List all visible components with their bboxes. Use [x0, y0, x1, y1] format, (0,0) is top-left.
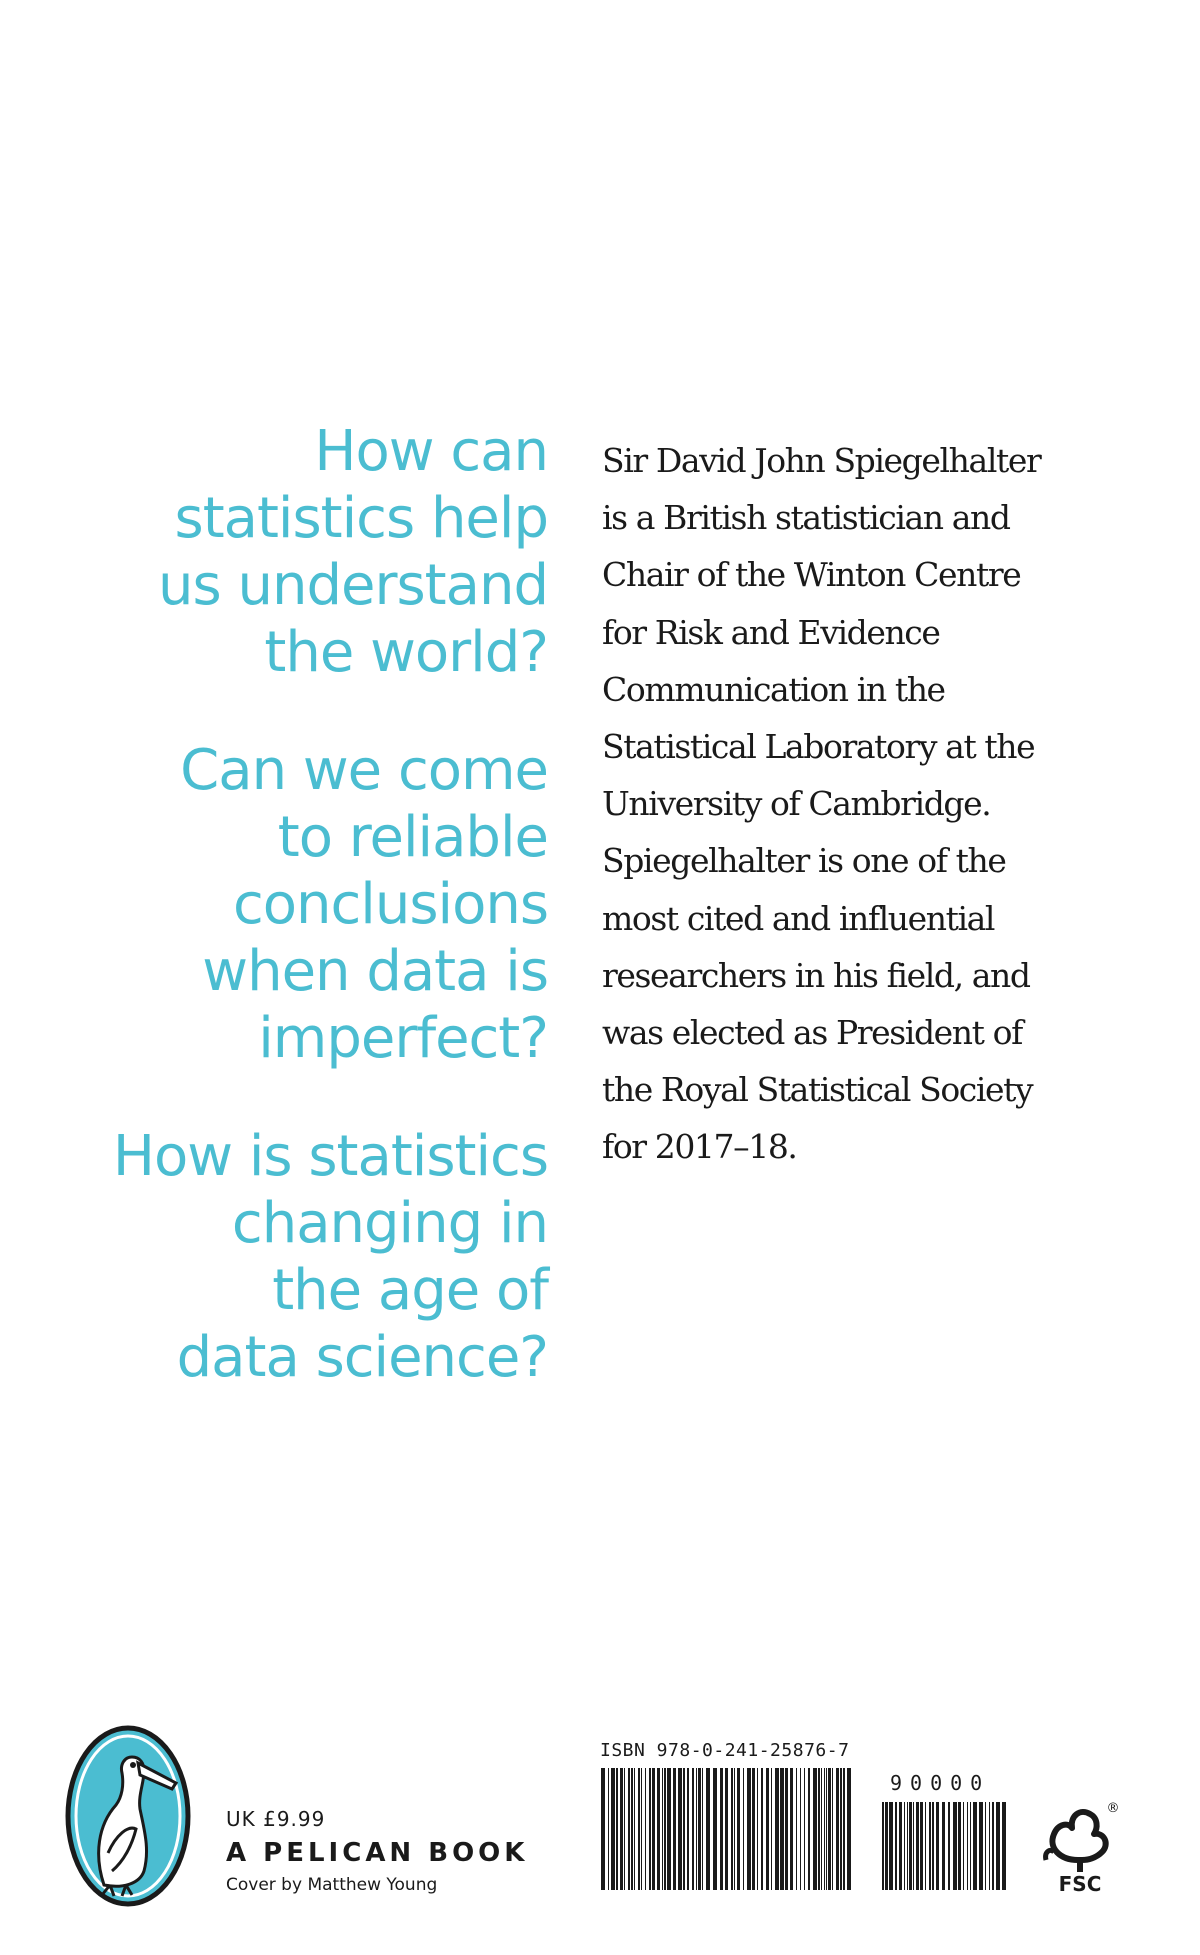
- barcode-bar: [989, 1802, 990, 1890]
- isbn-label: ISBN 978-0-241-25876-7: [600, 1740, 850, 1761]
- question-3: [100, 1123, 548, 1391]
- main-barcode: [601, 1768, 854, 1890]
- question-line: How is statistics: [112, 1124, 548, 1189]
- barcode-bar: [824, 1768, 825, 1890]
- barcode-bar: [601, 1768, 605, 1890]
- bio-line: for Risk and Evidence: [602, 612, 940, 652]
- barcode-bar: [734, 1768, 735, 1890]
- bio-line: was elected as President of: [602, 1013, 1022, 1053]
- addon-barcode: [882, 1802, 1006, 1890]
- barcode-bar: [895, 1802, 897, 1890]
- fsc-registered-mark: ®: [1106, 1801, 1120, 1816]
- barcode-bar: [843, 1768, 845, 1890]
- bio-line: Sir David John Spiegelhalter: [602, 441, 1041, 480]
- barcode-bar: [808, 1768, 810, 1890]
- barcode-bar: [913, 1802, 914, 1890]
- barcode-bar: [780, 1768, 784, 1890]
- question-line: statistics help: [174, 486, 548, 551]
- barcode-bar: [761, 1768, 763, 1890]
- barcode-bars: [601, 1768, 851, 1890]
- imprint-label: A PELICAN BOOK: [226, 1838, 529, 1868]
- barcode-bar: [970, 1802, 971, 1890]
- barcode-bar: [885, 1802, 888, 1890]
- fsc-label: FSC: [1058, 1872, 1102, 1894]
- bio-line: for 2017–18.: [602, 1127, 797, 1167]
- barcode-bar: [706, 1768, 710, 1890]
- bio-line: Communication in the: [602, 669, 945, 709]
- barcode-bar: [743, 1768, 744, 1890]
- bio-line: Chair of the Winton Centre: [602, 555, 1021, 595]
- barcode-bar: [936, 1802, 939, 1890]
- barcode-bar: [828, 1768, 831, 1890]
- barcode-bar: [624, 1768, 625, 1890]
- barcode-bar: [649, 1768, 651, 1890]
- barcode-bar: [662, 1768, 663, 1890]
- barcode-bar: [826, 1768, 827, 1890]
- barcode-bar: [698, 1768, 701, 1890]
- bio-line: is a British statistician and: [602, 498, 1010, 538]
- barcode-bar: [725, 1768, 728, 1890]
- barcode-bar: [731, 1768, 733, 1890]
- barcode-bar: [832, 1768, 833, 1890]
- question-line: to reliable: [277, 805, 548, 870]
- barcode-bar: [800, 1768, 801, 1890]
- question-line: conclusions: [232, 872, 548, 937]
- question-line: imperfect?: [258, 1006, 548, 1071]
- barcode-bar: [766, 1768, 769, 1890]
- barcode-bar: [620, 1768, 623, 1890]
- barcode-bar: [771, 1768, 772, 1890]
- question-line: data science?: [176, 1325, 548, 1390]
- barcode-bar: [785, 1768, 788, 1890]
- barcode-bar: [958, 1802, 961, 1890]
- barcode-bar: [818, 1768, 820, 1890]
- barcode-bar: [967, 1802, 968, 1890]
- barcode-bar: [667, 1768, 671, 1890]
- barcode-bar: [907, 1802, 908, 1890]
- price-block: [226, 1804, 528, 1898]
- author-bio: [602, 432, 1072, 1176]
- barcode-bar: [889, 1802, 893, 1890]
- barcode-bar: [942, 1802, 945, 1890]
- barcode-bar: [702, 1768, 703, 1890]
- bio-line: Spiegelhalter is one of the: [602, 841, 1006, 881]
- barcode-bar: [836, 1768, 839, 1890]
- barcode-bar: [634, 1768, 635, 1890]
- barcode-bar: [973, 1802, 977, 1890]
- barcode-bar: [847, 1768, 851, 1890]
- barcode-bar: [664, 1768, 666, 1890]
- barcode-bar: [992, 1802, 994, 1890]
- barcode-bar: [882, 1802, 884, 1890]
- question-1: [100, 418, 548, 686]
- question-line: Can we come: [180, 738, 548, 803]
- question-line: the age of: [272, 1258, 548, 1323]
- price: UK £9.99: [226, 1807, 326, 1831]
- barcode-bar: [790, 1768, 793, 1890]
- barcode-bar: [638, 1768, 640, 1890]
- barcode-bar: [673, 1768, 676, 1890]
- barcode-bar: [996, 1802, 1000, 1890]
- barcode-bar: [631, 1768, 633, 1890]
- bio-line: the Royal Statistical Society: [602, 1070, 1033, 1110]
- barcode-bar: [804, 1768, 805, 1890]
- bio-line: most cited and influential: [602, 898, 995, 938]
- barcode-bar: [916, 1802, 919, 1890]
- addon-digits: 90000: [890, 1771, 991, 1795]
- barcode-bar: [963, 1802, 964, 1890]
- cover-credit: Cover by Matthew Young: [226, 1875, 438, 1895]
- barcode-bar: [920, 1802, 923, 1890]
- barcode-bar: [813, 1768, 817, 1890]
- barcode-bar: [720, 1768, 723, 1890]
- barcode-bar: [692, 1768, 694, 1890]
- barcode-bar: [953, 1802, 957, 1890]
- barcode-bar: [616, 1768, 618, 1890]
- barcode-bar: [683, 1768, 685, 1890]
- bio-line: Statistical Laboratory at the: [602, 727, 1035, 767]
- barcode-bar: [929, 1802, 931, 1890]
- barcode-bar: [904, 1802, 905, 1890]
- barcode-bar: [657, 1768, 660, 1890]
- question-line: changing in: [231, 1191, 548, 1256]
- barcode-bar: [899, 1802, 902, 1890]
- barcode-bar: [611, 1768, 615, 1890]
- barcode-bar: [932, 1802, 934, 1890]
- barcode-bar: [840, 1768, 842, 1890]
- barcode-bar: [925, 1802, 926, 1890]
- bio-line: University of Cambridge.: [602, 784, 991, 824]
- bio-line: researchers in his field, and: [602, 955, 1030, 995]
- question-line: the world?: [264, 620, 548, 685]
- questions-column: [100, 418, 548, 1442]
- barcode-bar: [985, 1802, 986, 1890]
- barcode-bar: [687, 1768, 689, 1890]
- barcode-bar: [909, 1802, 912, 1890]
- barcode-bar: [747, 1768, 751, 1890]
- barcode-bar: [752, 1768, 755, 1890]
- barcode-bar: [775, 1768, 779, 1890]
- barcode-bars: [882, 1802, 1006, 1890]
- barcode-bar: [696, 1768, 697, 1890]
- barcode-bar: [645, 1768, 646, 1890]
- pelican-logo-icon: [64, 1725, 192, 1907]
- question-line: when data is: [202, 939, 548, 1004]
- barcode-bar: [652, 1768, 655, 1890]
- question-line: us understand: [158, 553, 548, 618]
- question-line: How can: [314, 419, 548, 484]
- barcode-bar: [948, 1802, 950, 1890]
- fsc-tree-logo-icon: [1040, 1800, 1120, 1894]
- barcode-bar: [757, 1768, 758, 1890]
- barcode-bar: [608, 1768, 609, 1890]
- barcode-bar: [678, 1768, 682, 1890]
- barcode-bar: [737, 1768, 740, 1890]
- question-2: [100, 737, 548, 1072]
- barcode-bar: [979, 1802, 983, 1890]
- barcode-bar: [713, 1768, 717, 1890]
- barcode-bar: [1002, 1802, 1006, 1890]
- barcode-bar: [641, 1768, 642, 1890]
- barcode-bar: [796, 1768, 797, 1890]
- barcode-bar: [821, 1768, 822, 1890]
- barcode-bar: [628, 1768, 630, 1890]
